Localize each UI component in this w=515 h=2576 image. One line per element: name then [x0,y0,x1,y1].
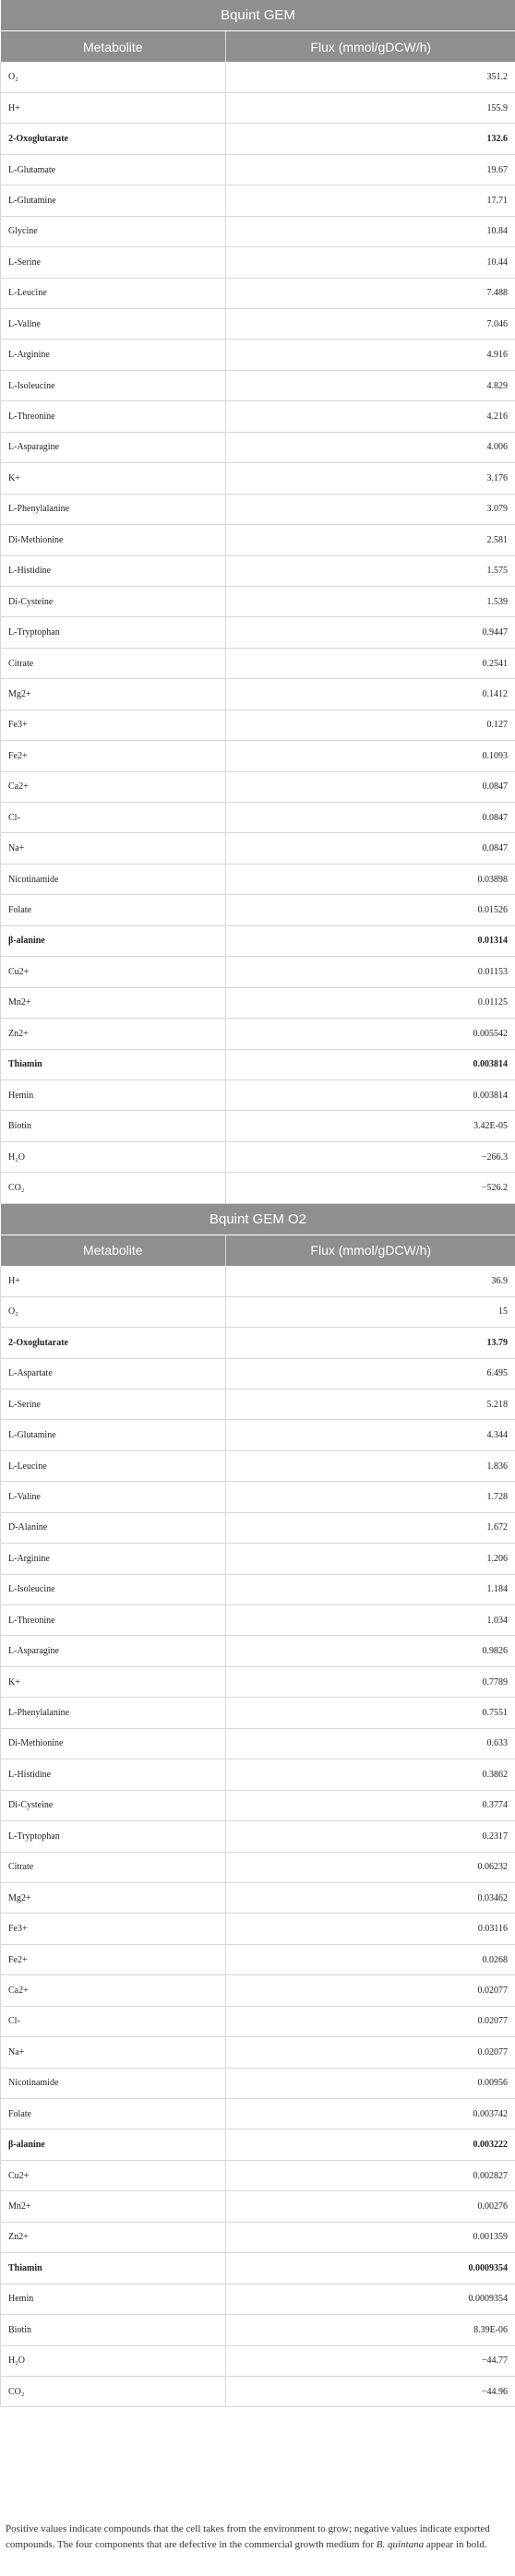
metabolite-cell: L-Arginine [1,340,226,370]
metabolite-cell: L-Arginine [1,1544,226,1574]
flux-cell: 10.84 [226,216,515,246]
metabolite-cell: L-Asparagine [1,1636,226,1666]
flux-cell: 4.344 [226,1420,515,1450]
table-row [1,1296,515,1327]
metabolite-cell: L-Leucine [1,278,226,308]
metabolite-cell: L-Valine [1,1482,226,1512]
flux-cell: 0.7789 [226,1666,515,1697]
metabolite-cell: L-Leucine [1,1450,226,1481]
table-row [1,1389,515,1419]
flux-cell: 0.00956 [226,2068,515,2098]
flux-cell: −44.77 [226,2345,515,2376]
table-title-row [1,1204,515,1235]
flux-cell: 0.01125 [226,987,515,1018]
flux-cell: 0.02077 [226,1975,515,2006]
table-row [1,2037,515,2068]
flux-cell: 0.9447 [226,617,515,648]
flux-cell: 155.9 [226,92,515,123]
table-row [1,1512,515,1543]
flux-cell: 0.9826 [226,1636,515,1666]
table-row [1,1790,515,1820]
metabolite-cell: Ca2+ [1,771,226,802]
table-body [1,62,515,1203]
metabolite-cell: L-Histidine [1,555,226,586]
metabolite-cell: L-Histidine [1,1759,226,1790]
flux-cell: 3.42E-05 [226,1111,515,1141]
table-row [1,1728,515,1759]
flux-cell: 1.034 [226,1605,515,1636]
metabolite-cell: O₂ [1,62,226,92]
metabolite-cell: β-alanine [1,925,226,956]
table-footnote [6,2522,509,2553]
flux-cell: 0.003222 [226,2129,515,2160]
flux-cell: 0.02077 [226,2037,515,2068]
metabolite-cell: Mn2+ [1,987,226,1018]
flux-cell: 1.539 [226,586,515,616]
flux-cell: 0.0268 [226,1944,515,1974]
metabolite-cell: L-Isoleucine [1,1574,226,1604]
footnote-species-name: B. quintana [376,2539,425,2550]
metabolite-cell: Zn2+ [1,2222,226,2252]
metabolite-cell: Mg2+ [1,679,226,710]
table-row [1,1173,515,1203]
flux-cell: 1.575 [226,555,515,586]
table-row [1,833,515,864]
flux-cell: 0.633 [226,1728,515,1759]
metabolite-cell: Glycine [1,216,226,246]
table-row [1,1574,515,1604]
table-row [1,586,515,616]
table-row [1,1266,515,1296]
flux-cell: 0.001359 [226,2222,515,2252]
metabolite-cell: Fe3+ [1,1914,226,1944]
metabolite-cell: Fe3+ [1,710,226,740]
metabolite-cell: Citrate [1,1852,226,1882]
flux-cell: 0.7551 [226,1698,515,1728]
metabolite-cell: Mg2+ [1,1882,226,1913]
metabolite-cell: L-Valine [1,309,226,340]
metabolite-cell: L-Aspartate [1,1358,226,1389]
table-row [1,710,515,740]
metabolite-cell: L-Serine [1,1389,226,1419]
table-row [1,925,515,956]
table-row [1,1944,515,1974]
flux-cell: 3.079 [226,494,515,524]
metabolite-cell: Na+ [1,833,226,864]
flux-cell: 0.03898 [226,864,515,894]
table-header-row [1,31,515,63]
column-header-flux: Flux (mmol/gDCW/h) [226,1234,515,1266]
table-row [1,1698,515,1728]
metabolite-cell: H+ [1,92,226,123]
flux-cell: 0.0009354 [226,2253,515,2284]
table-row [1,1328,515,1358]
table-row [1,62,515,92]
flux-cell: 2.581 [226,525,515,555]
metabolite-cell: L-Tryptophan [1,617,226,648]
table-row [1,1358,515,1389]
table-row [1,617,515,648]
flux-cell: −266.3 [226,1141,515,1172]
metabolite-cell: L-Phenylalanine [1,1698,226,1728]
metabolite-cell: K+ [1,1666,226,1697]
table-row [1,1852,515,1882]
table-row [1,987,515,1018]
metabolite-cell: Fe2+ [1,1944,226,1974]
flux-cell: 15 [226,1296,515,1327]
flux-cell: 5.218 [226,1389,515,1419]
flux-cell: 0.00276 [226,2191,515,2222]
flux-table-bquint-gem [0,0,515,1204]
flux-cell: 0.02077 [226,2006,515,2036]
metabolite-cell: L-Tryptophan [1,1821,226,1852]
table-row [1,2345,515,2376]
metabolite-cell: K+ [1,463,226,494]
metabolite-cell: 2-Oxoglutarate [1,124,226,154]
flux-cell: 132.6 [226,124,515,154]
flux-cell: 1.184 [226,1574,515,1604]
flux-cell: 3.176 [226,463,515,494]
flux-cell: 1.206 [226,1544,515,1574]
table-row [1,2315,515,2345]
metabolite-cell: Di-Methionine [1,1728,226,1759]
flux-cell: 0.3774 [226,1790,515,1820]
column-header-metabolite: Metabolite [1,1234,226,1266]
metabolite-cell: L-Threonine [1,1605,226,1636]
flux-cell: 0.003742 [226,2099,515,2129]
table-title-row [1,0,515,31]
table-body [1,1266,515,2407]
flux-cell: 7.046 [226,309,515,340]
flux-cell: 0.003814 [226,1079,515,1110]
metabolite-cell: Thiamin [1,2253,226,2284]
metabolite-cell: L-Isoleucine [1,370,226,400]
flux-cell: 0.03462 [226,1882,515,1913]
table-row [1,525,515,555]
flux-cell: 1.728 [226,1482,515,1512]
flux-cell: 13.79 [226,1328,515,1358]
table-row [1,864,515,894]
metabolite-cell: 2-Oxoglutarate [1,1328,226,1358]
table-row [1,92,515,123]
metabolite-cell: D-Alanine [1,1512,226,1543]
flux-cell: 0.005542 [226,1019,515,1049]
metabolite-cell: Citrate [1,648,226,678]
table-row [1,1882,515,1913]
metabolite-cell: L-Phenylalanine [1,494,226,524]
metabolite-cell: Folate [1,2099,226,2129]
table-row [1,1111,515,1141]
table-row [1,432,515,462]
flux-cell: 8.39E-06 [226,2315,515,2345]
metabolite-cell: Zn2+ [1,1019,226,1049]
table-row [1,2129,515,2160]
flux-cell: 6.495 [226,1358,515,1389]
flux-cell: 0.01153 [226,957,515,987]
flux-cell: 4.916 [226,340,515,370]
flux-cell: 0.3862 [226,1759,515,1790]
table-row [1,216,515,246]
table-row [1,1759,515,1790]
table-row [1,1019,515,1049]
table-row [1,2006,515,2036]
metabolite-cell: Cu2+ [1,957,226,987]
metabolite-cell: L-Glutamate [1,154,226,185]
table-row [1,2284,515,2314]
flux-table-bquint-gem-o2 [0,1204,515,2408]
flux-cell: 0.01526 [226,895,515,925]
metabolite-cell: Di-Cysteine [1,1790,226,1820]
flux-cell: 19.67 [226,154,515,185]
table-row [1,1141,515,1172]
metabolite-cell: Thiamin [1,1049,226,1079]
table-row [1,2099,515,2129]
table-row [1,741,515,771]
footnote-text-end: appear in bold. [424,2539,487,2550]
flux-cell: 0.0847 [226,833,515,864]
metabolite-cell: Na+ [1,2037,226,2068]
flux-cell: 1.836 [226,1450,515,1481]
flux-cell: 0.01314 [226,925,515,956]
flux-cell: 0.1412 [226,679,515,710]
flux-cell: 351.2 [226,62,515,92]
table-row [1,957,515,987]
metabolite-cell: β-alanine [1,2129,226,2160]
flux-cell: −44.96 [226,2376,515,2406]
metabolite-cell: H+ [1,1266,226,1296]
table-row [1,2191,515,2222]
table-row [1,1079,515,1110]
table-row [1,555,515,586]
metabolite-cell: Hemin [1,1079,226,1110]
table-row [1,771,515,802]
flux-cell: 0.003814 [226,1049,515,1079]
table-row [1,247,515,278]
metabolite-cell: CO₂ [1,2376,226,2406]
table-row [1,1049,515,1079]
flux-cell: 0.2541 [226,648,515,678]
table-header-row [1,1234,515,1266]
table-row [1,340,515,370]
flux-cell: 0.127 [226,710,515,740]
table-row [1,1482,515,1512]
metabolite-cell: L-Threonine [1,401,226,432]
flux-cell: 10.44 [226,247,515,278]
flux-cell: 17.71 [226,185,515,216]
table-row [1,895,515,925]
flux-cell: 0.2317 [226,1821,515,1852]
flux-cell: 0.0847 [226,803,515,833]
flux-cell: 36.9 [226,1266,515,1296]
table-row [1,2253,515,2284]
metabolite-cell: Cl- [1,803,226,833]
metabolite-cell: H₂O [1,1141,226,1172]
column-header-metabolite: Metabolite [1,31,226,63]
table-row [1,1821,515,1852]
table-row [1,679,515,710]
table-row [1,1450,515,1481]
table-row [1,1605,515,1636]
metabolite-cell: CO₂ [1,1173,226,1203]
metabolite-cell: Di-Cysteine [1,586,226,616]
table-row [1,2068,515,2098]
metabolite-cell: L-Asparagine [1,432,226,462]
flux-cell: 1.672 [226,1512,515,1543]
table-row [1,463,515,494]
metabolite-cell: Di-Methionine [1,525,226,555]
metabolite-cell: L-Glutamine [1,185,226,216]
table-row [1,124,515,154]
flux-cell: 0.1093 [226,741,515,771]
metabolite-cell: Cu2+ [1,2160,226,2190]
flux-cell: 0.06232 [226,1852,515,1882]
table-row [1,1975,515,2006]
table-row [1,309,515,340]
footnote-text: Positive values indicate compounds that the cell takes from the environment to grow; negative values indicate exported compounds. The four components that are defective in the commercial growth medium for [6,2523,490,2550]
metabolite-cell: L-Glutamine [1,1420,226,1450]
flux-cell: 0.0847 [226,771,515,802]
table-row [1,1420,515,1450]
table-row [1,2222,515,2252]
flux-cell: 7.488 [226,278,515,308]
flux-cell: −526.2 [226,1173,515,1203]
table-row [1,648,515,678]
table-row [1,401,515,432]
metabolite-cell: L-Serine [1,247,226,278]
table-title: Bquint GEM O2 [1,1204,515,1235]
metabolite-cell: Folate [1,895,226,925]
table-row [1,185,515,216]
table-row [1,1914,515,1944]
table-row [1,494,515,524]
metabolite-cell: Nicotinamide [1,864,226,894]
table-row [1,2160,515,2190]
table-row [1,370,515,400]
metabolite-cell: Biotin [1,1111,226,1141]
table-row [1,1636,515,1666]
table-row [1,1544,515,1574]
metabolite-cell: Hemin [1,2284,226,2314]
metabolite-cell: Mn2+ [1,2191,226,2222]
flux-cell: 4.006 [226,432,515,462]
metabolite-cell: Cl- [1,2006,226,2036]
table-row [1,278,515,308]
table-row [1,154,515,185]
flux-cell: 0.03116 [226,1914,515,1944]
flux-cell: 4.216 [226,401,515,432]
metabolite-cell: Nicotinamide [1,2068,226,2098]
metabolite-cell: H₂O [1,2345,226,2376]
metabolite-cell: Biotin [1,2315,226,2345]
metabolite-cell: Ca2+ [1,1975,226,2006]
column-header-flux: Flux (mmol/gDCW/h) [226,31,515,63]
metabolite-cell: Fe2+ [1,741,226,771]
flux-cell: 0.002827 [226,2160,515,2190]
flux-cell: 0.0009354 [226,2284,515,2314]
table-title: Bquint GEM [1,0,515,31]
table-row [1,2376,515,2406]
metabolite-cell: O₂ [1,1296,226,1327]
table-row [1,803,515,833]
table-row [1,1666,515,1697]
flux-cell: 4.829 [226,370,515,400]
